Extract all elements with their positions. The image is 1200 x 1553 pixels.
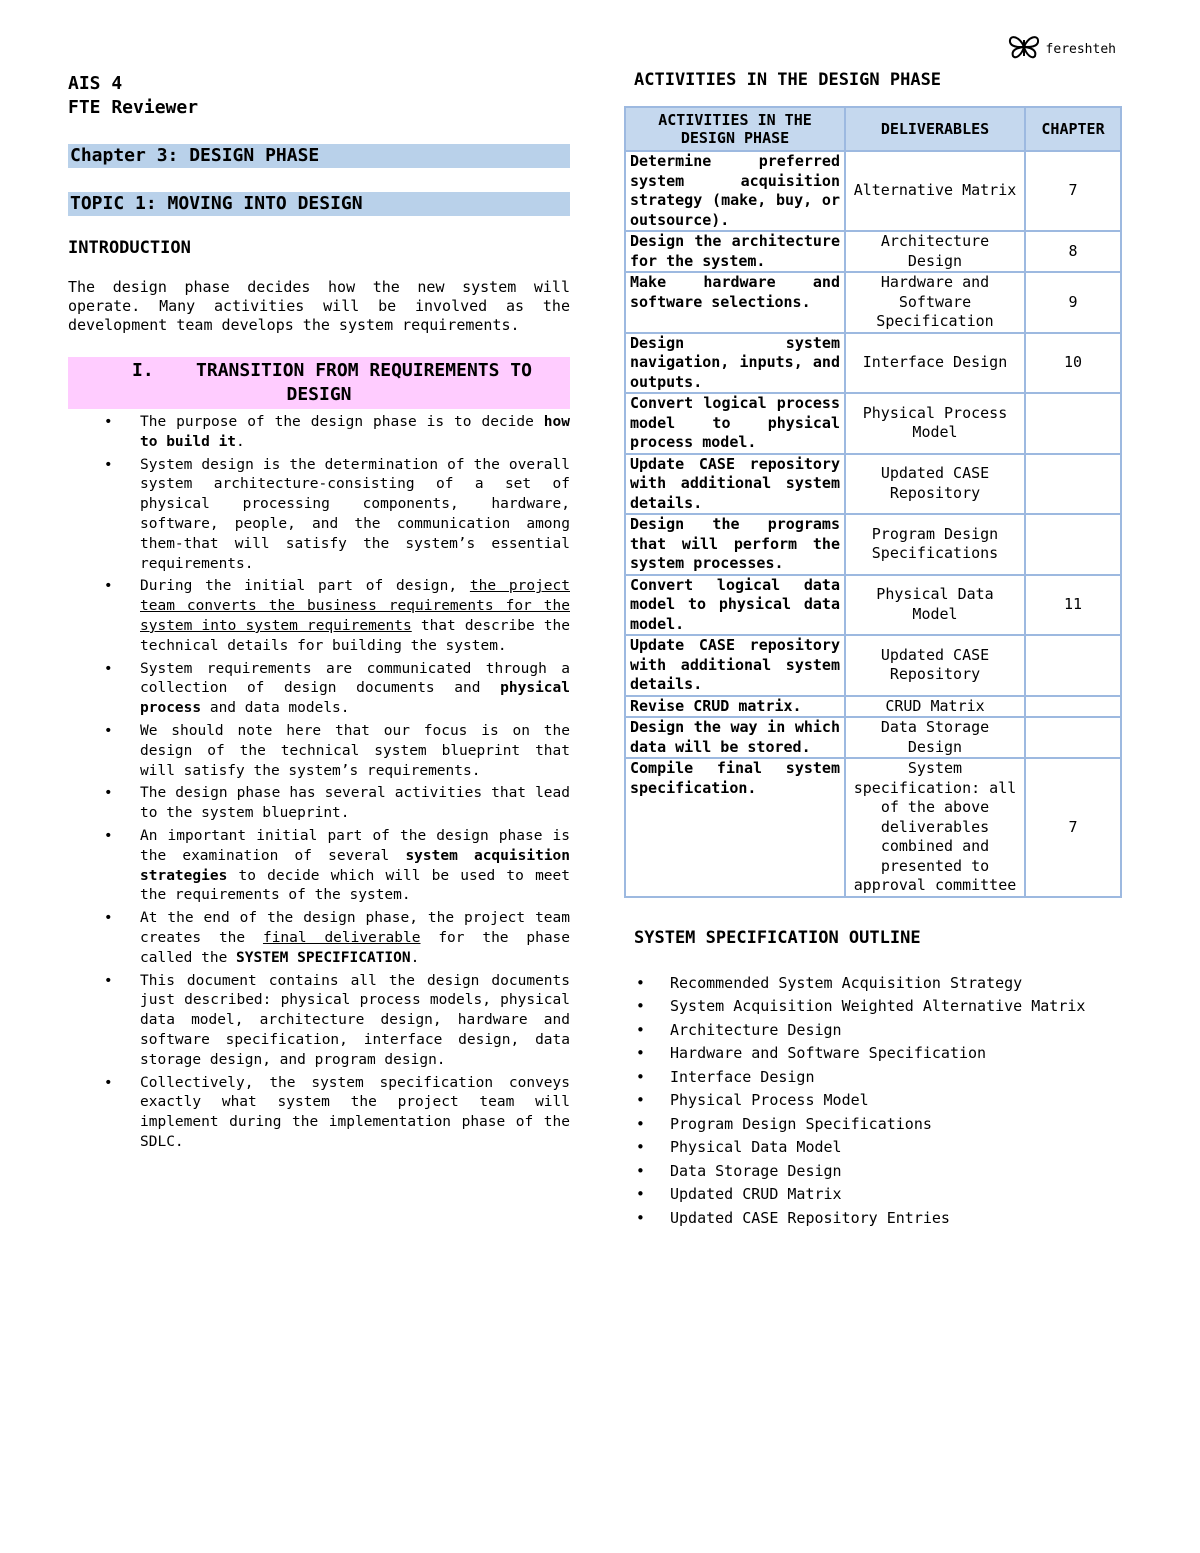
list-item: • Architecture Design	[624, 1019, 1122, 1043]
list-item: • At the end of the design phase, the project team creates the final deliverable for the phase called the SYSTEM SPECIFICATION.	[68, 909, 570, 968]
list-item: • Data Storage Design	[624, 1160, 1122, 1184]
list-item: • The design phase has several activities that lead to the system blueprint.	[68, 784, 570, 824]
list-item: • An important initial part of the design phase is the examination of several system acquisition strategies to decide which will be used to meet the requirements of the system.	[68, 827, 570, 906]
activity-cell: Convert logical process model to physical process model.	[625, 393, 845, 454]
chapter-cell	[1025, 635, 1121, 696]
list-item: • System requirements are communicated through a collection of design documents and physical process and data models.	[68, 660, 570, 719]
deliverable-cell: Data Storage Design	[845, 717, 1025, 758]
topic-banner: TOPIC 1: MOVING INTO DESIGN	[68, 192, 570, 216]
chapter-cell: 11	[1025, 575, 1121, 636]
deliverable-cell: Physical Data Model	[845, 575, 1025, 636]
table-row	[625, 333, 1121, 394]
deliverable-cell: Hardware and Software Specification	[845, 272, 1025, 333]
table-row	[625, 393, 1121, 454]
left-column	[68, 72, 570, 1156]
activity-cell: Revise CRUD matrix.	[625, 696, 845, 718]
chapter-cell: 9	[1025, 272, 1121, 333]
deliverable-cell: Alternative Matrix	[845, 151, 1025, 231]
activity-cell: Compile final system specification.	[625, 758, 845, 897]
outline-list	[624, 972, 1122, 1231]
deliverable-cell: Physical Process Model	[845, 393, 1025, 454]
column-header-deliverables: DELIVERABLES	[845, 107, 1025, 151]
table-row	[625, 696, 1121, 718]
table-row	[625, 454, 1121, 515]
activity-cell: Design the programs that will perform the system processes.	[625, 514, 845, 575]
activity-cell: Convert logical data model to physical data model.	[625, 575, 845, 636]
deliverable-cell: CRUD Matrix	[845, 696, 1025, 718]
chapter-cell	[1025, 454, 1121, 515]
chapter-cell: 7	[1025, 151, 1121, 231]
table-row	[625, 272, 1121, 333]
activity-cell: Make hardware and software selections.	[625, 272, 845, 333]
right-column	[624, 70, 1122, 1230]
chapter-banner: Chapter 3: DESIGN PHASE	[68, 144, 570, 168]
deliverable-cell: Program Design Specifications	[845, 514, 1025, 575]
transition-bullet-list	[68, 413, 570, 1153]
chapter-cell: 10	[1025, 333, 1121, 394]
table-row	[625, 758, 1121, 897]
course-title: AIS 4	[68, 73, 123, 94]
section-title: TRANSITION FROM REQUIREMENTS TO DESIGN	[196, 360, 532, 405]
activity-cell: Determine preferred system acquisition strategy (make, buy, or outsource).	[625, 151, 845, 231]
outline-heading: SYSTEM SPECIFICATION OUTLINE	[634, 927, 921, 948]
chapter-cell: 8	[1025, 231, 1121, 272]
brand-logo	[1006, 34, 1116, 64]
table-row	[625, 635, 1121, 696]
deliverable-cell: Updated CASE Repository	[845, 635, 1025, 696]
list-item: • Recommended System Acquisition Strategy	[624, 972, 1122, 996]
chapter-cell	[1025, 514, 1121, 575]
table-row	[625, 717, 1121, 758]
list-item: • System Acquisition Weighted Alternative Matrix	[624, 995, 1122, 1019]
activities-table	[624, 106, 1122, 898]
table-header-row	[625, 107, 1121, 151]
list-item: • Physical Process Model	[624, 1089, 1122, 1113]
intro-heading: INTRODUCTION	[68, 238, 191, 258]
chapter-cell: 7	[1025, 758, 1121, 897]
list-item: • The purpose of the design phase is to decide how to build it.	[68, 413, 570, 453]
table-row	[625, 231, 1121, 272]
chapter-cell	[1025, 696, 1121, 718]
deliverable-cell: Updated CASE Repository	[845, 454, 1025, 515]
intro-paragraph: The design phase decides how the new system will operate. Many activities will be involved as the development team develops the system requirements.	[68, 278, 570, 334]
list-item: • System design is the determination of the overall system architecture-consisting of a set of physical processing components, hardware, software, people, and the communication among them-that will satisfy the system’s essential requirements.	[68, 456, 570, 575]
chapter-cell	[1025, 393, 1121, 454]
list-item: • Program Design Specifications	[624, 1113, 1122, 1137]
activity-cell: Update CASE repository with additional system details.	[625, 635, 845, 696]
activities-heading: ACTIVITIES IN THE DESIGN PHASE	[634, 70, 942, 90]
activity-cell: Design the way in which data will be stored.	[625, 717, 845, 758]
doc-subtitle: FTE Reviewer	[68, 97, 199, 118]
list-item: • We should note here that our focus is on the design of the technical system blueprint that will satisfy the system’s requirements.	[68, 722, 570, 781]
table-row	[625, 575, 1121, 636]
butterfly-icon	[1006, 34, 1042, 64]
list-item: • Physical Data Model	[624, 1136, 1122, 1160]
activity-cell: Design the architecture for the system.	[625, 231, 845, 272]
activity-cell: Design system navigation, inputs, and outputs.	[625, 333, 845, 394]
list-item: • During the initial part of design, the project team converts the business requirements for the system into system requirements that describe the technical details for building the system.	[68, 577, 570, 656]
chapter-cell	[1025, 717, 1121, 758]
list-item: • Hardware and Software Specification	[624, 1042, 1122, 1066]
table-row	[625, 514, 1121, 575]
activity-cell: Update CASE repository with additional system details.	[625, 454, 845, 515]
list-item: • This document contains all the design documents just described: physical process models, physical data model, architecture design, hardware and software specification, interface design, data storage design, and program design.	[68, 972, 570, 1071]
deliverable-cell: Architecture Design	[845, 231, 1025, 272]
deliverable-cell: System specification: all of the above deliverables combined and presented to approval committee	[845, 758, 1025, 897]
list-item: • Interface Design	[624, 1066, 1122, 1090]
table-row	[625, 151, 1121, 231]
list-item: • Updated CASE Repository Entries	[624, 1207, 1122, 1231]
column-header-activities: ACTIVITIES IN THE DESIGN PHASE	[625, 107, 845, 151]
brand-name: fereshteh	[1045, 41, 1116, 57]
column-header-chapter: CHAPTER	[1025, 107, 1121, 151]
deliverable-cell: Interface Design	[845, 333, 1025, 394]
list-item: • Updated CRUD Matrix	[624, 1183, 1122, 1207]
list-item: • Collectively, the system specification conveys exactly what system the project team will implement during the implementation phase of the SDLC.	[68, 1074, 570, 1153]
section-number: I.	[132, 360, 154, 381]
section-banner	[68, 357, 570, 409]
